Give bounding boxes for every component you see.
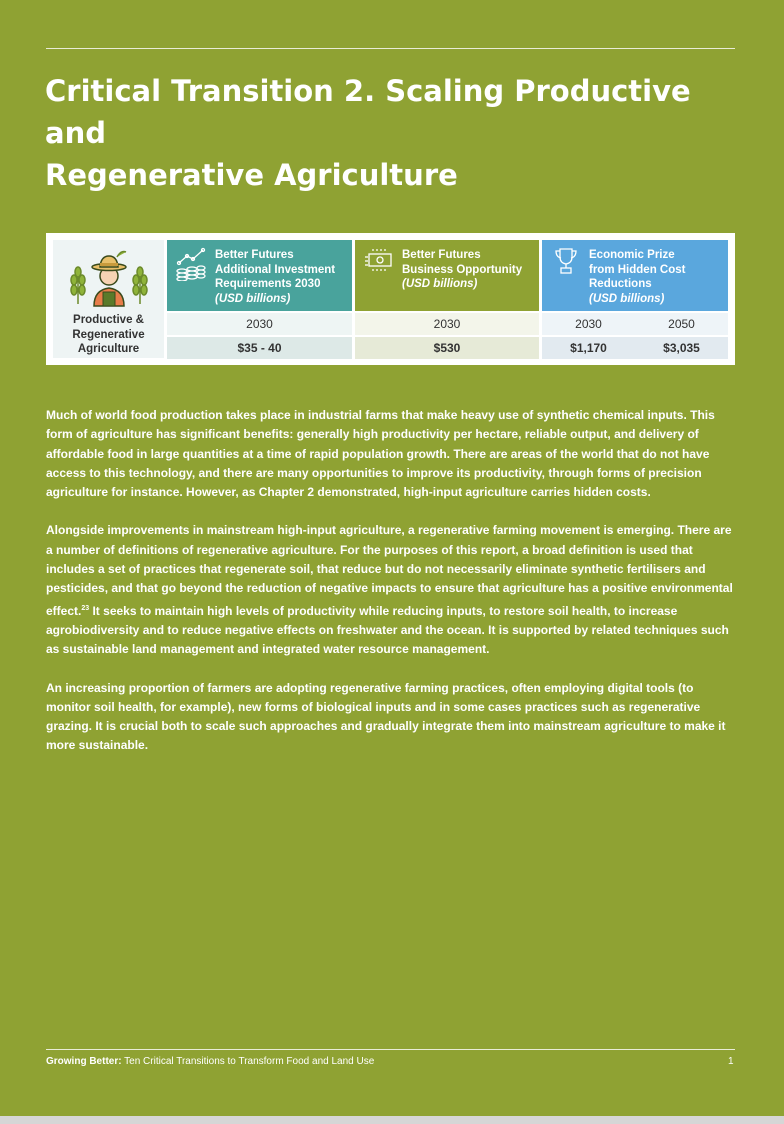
- prize-value-2030: $1,170: [542, 337, 635, 359]
- investment-header-unit: (USD billions): [215, 292, 291, 305]
- prize-year-2030: 2030: [542, 313, 635, 335]
- prize-header: [542, 240, 728, 311]
- page-title-line1: Critical Transition 2. Scaling Productive and: [45, 74, 691, 150]
- investment-header-line1: Better Futures: [215, 249, 294, 261]
- investment-year: 2030: [167, 313, 352, 335]
- paragraph-2-part-a: Alongside improvements in mainstream high-input agriculture, a regenerative farming movement is emerging. There are a number of definitions of regenerative agriculture. For the purposes of this report, a broad definition is used that includes a set of practices that regenerate soil, that reduce but do not necessarily eliminate synthetic fertilisers and pesticides, and that go beyond the reduction of negative impacts to ensure that agriculture has a positive environmental effect.: [46, 523, 733, 618]
- business-header-line1: Better Futures: [402, 249, 481, 261]
- top-rule: [46, 48, 735, 49]
- investment-growth-icon: [176, 247, 206, 281]
- footer-bold: Growing Better:: [46, 1056, 122, 1067]
- business-header-unit: (USD billions): [402, 278, 478, 290]
- investment-header-line3: Requirements 2030: [215, 278, 321, 290]
- paragraph-1: Much of world food production takes place in industrial farms that make heavy use of synthetic chemical inputs. This form of agriculture has significant benefits: generally high productivity per hectare, reliable output, and delivery of affordable food in large quantities at a time of rapid population growth. There are areas of the world that do not have access to this technology, and there are many opportunities to improve its productivity, through forms of precision agriculture for instance. However, as Chapter 2 demonstrated, high-input agriculture carries hidden costs.: [46, 408, 715, 500]
- sector-label-line2: Regenerative: [72, 328, 145, 341]
- page-title: [45, 70, 745, 196]
- page-number: 1: [728, 1056, 734, 1067]
- business-header-line2: Business Opportunity: [402, 263, 523, 276]
- investment-header: [167, 240, 352, 311]
- trophy-icon: [554, 247, 578, 275]
- paragraph-3: An increasing proportion of farmers are adopting regenerative farming practices, often employing digital tools (to monitor soil health, for example), new forms of biological inputs and in some cases practices such as regenerative grazing. It is crucial both to scale such approaches and gradually integrate them into mainstream agriculture to make it more sustainable.: [46, 680, 726, 753]
- prize-header-unit: (USD billions): [589, 292, 665, 305]
- page-title-line2: Regenerative Agriculture: [45, 158, 458, 192]
- investment-header-line2: Additional Investment: [215, 263, 336, 276]
- footer-rule: [46, 1049, 735, 1050]
- prize-header-line1: Economic Prize: [589, 249, 675, 261]
- prize-header-line3: Reductions: [589, 278, 652, 290]
- prize-value-2050: $3,035: [635, 337, 728, 359]
- prize-header-line2: from Hidden Cost: [589, 263, 686, 276]
- footer-text: [46, 1056, 374, 1067]
- paragraph-2-part-b: It seeks to maintain high levels of productivity while reducing inputs, to restore soil health, to increase agrobiodiversity and to reduce negative effects on freshwater and the ocean. It is supported by related techniques such as sustainable land management and integrated water resource management.: [46, 603, 729, 657]
- footer-rest: Ten Critical Transitions to Transform Food and Land Use: [121, 1056, 375, 1067]
- body-text: [46, 406, 736, 775]
- summary-table: [46, 233, 735, 365]
- sector-label: [53, 313, 164, 357]
- investment-value: $35 - 40: [167, 337, 352, 359]
- money-icon: [364, 248, 394, 274]
- sector-cell: [53, 240, 164, 358]
- bottom-strip: [0, 1116, 784, 1124]
- farmer-icon: [66, 246, 152, 310]
- sector-label-line3: Agriculture: [77, 343, 140, 355]
- sector-label-line1: Productive &: [73, 314, 144, 326]
- business-year: 2030: [355, 313, 539, 335]
- business-value: $530: [355, 337, 539, 359]
- paragraph-2: [46, 521, 736, 659]
- footnote-ref: 23: [81, 604, 90, 612]
- prize-year-2050: 2050: [635, 313, 728, 335]
- business-header: [355, 240, 539, 311]
